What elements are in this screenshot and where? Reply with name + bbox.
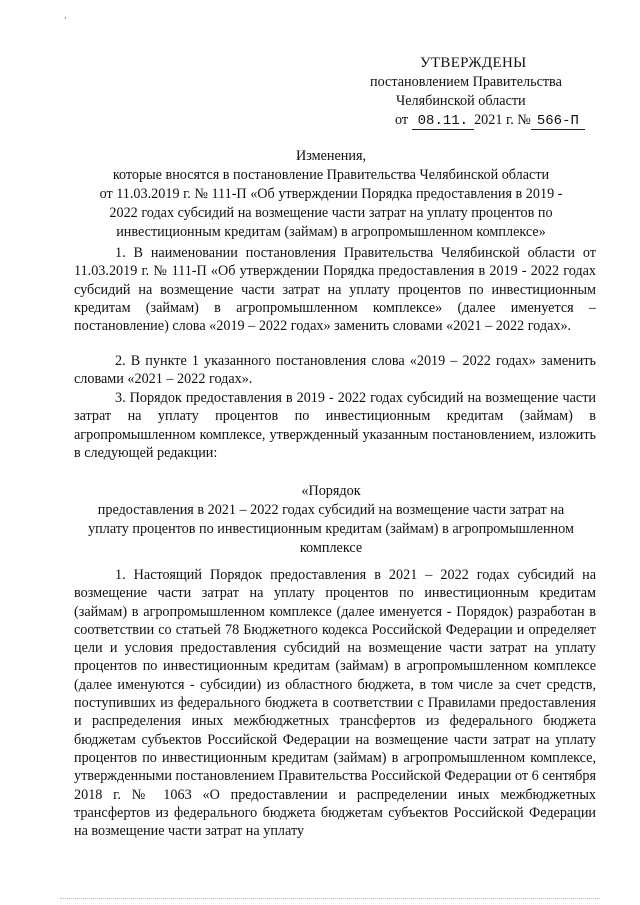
poryadok-line-3: уплату процентов по инвестиционным кредитам (займам) в агропромышленном [88,521,574,537]
paragraph-3-text: 3. Порядок предоставления в 2019 - 2022 годах субсидий на возмещение части затрат на уплату процентов по инвестиционным кредитам (займам) в агропромышленном комплексе, утвержденный указанным постановлением, изложить в следующей редакции: [74,390,596,461]
page-bottom-edge [60,898,600,899]
paragraph-2 [74,352,596,389]
scan-speck [65,17,66,19]
approval-date-prefix: от [395,112,409,128]
approval-number-value: 566-П [531,113,585,130]
approval-title: УТВЕРЖДЕНЫ [420,55,527,71]
poryadok-line-4: комплексе [299,540,363,556]
paragraph-1-text: 1. В наименовании постановления Правительства Челябинской области от 11.03.2019 г. № 111-П «Об утверждении Порядка предоставления в 2019 - 2022 годах субсидий на возмещение части затрат на уплату процентов по инвестиционным кредитам (займам) в агропромышленном комплексе» (далее именуется – постановление) слова «2019 – 2022 годах» заменить словами «2021 – 2022 годах». [74,245,596,335]
approval-year-text: 2021 г. № [474,112,531,128]
approval-date-line [368,111,598,131]
changes-line-5: инвестиционным кредитам (займам) в агропромышленном комплексе» [116,224,546,240]
changes-line-3: от 11.03.2019 г. № 111-П «Об утверждении Порядка предоставления в 2019 - [99,186,563,202]
poryadok-title: «Порядок [301,483,361,499]
approval-line-region: Челябинской области [396,93,526,109]
approval-date-value: 08.11. [412,113,474,130]
poryadok-line-2: предоставления в 2021 – 2022 годах субсидий на возмещение части затрат на [97,502,565,518]
changes-title: Изменения, [295,148,367,164]
approval-line-resolution: постановлением Правительства [370,74,562,90]
paragraph-4 [74,566,596,840]
approval-stamp [368,54,598,131]
poryadok-header [70,482,592,558]
changes-header [70,147,592,242]
paragraph-4-text: 1. Настоящий Порядок предоставления в 2021 – 2022 годах субсидий на возмещение части затрат на уплату процентов по инвестиционным кредитам (займам) в агропромышленном комплексе (далее именуется - Порядок) разработан в соответствии со статьей 78 Бюджетного кодекса Российской Федерации и определяет цели и условия предоставления субсидий на возмещение части затрат на уплату процентов по инвестиционным кредитам (займам) в агропромышленном комплексе (далее именуются - субсидии) из областного бюджета, в том числе за счет средств, поступивших из федерального бюджета в соответствии с Правилами предоставления и распределения иных межбюджетных трансфертов из федерального бюджета бюджетам субъектов Российской Федерации на возмещение части затрат на уплату процентов по инвестиционным кредитам (займам) в агропромышленном комплексе, утвержденными постановлением Правительства Российской Федерации от 6 сентября 2018 г. № 1063 «О предоставлении и распределении иных межбюджетных трансфертов из федерального бюджета бюджетам субъектов Российской Федерации на возмещение части затрат на уплату [74,567,596,840]
paragraph-3 [74,389,596,462]
changes-line-2: которые вносятся в постановление Правительства Челябинской области [112,167,550,183]
changes-line-4: 2022 годах субсидий на возмещение части затрат на уплату процентов по [109,205,553,221]
paragraph-1 [74,244,596,335]
paragraph-2-text: 2. В пункте 1 указанного постановления слова «2019 – 2022 годах» заменить словами «2021 – 2022 годах». [74,353,596,388]
